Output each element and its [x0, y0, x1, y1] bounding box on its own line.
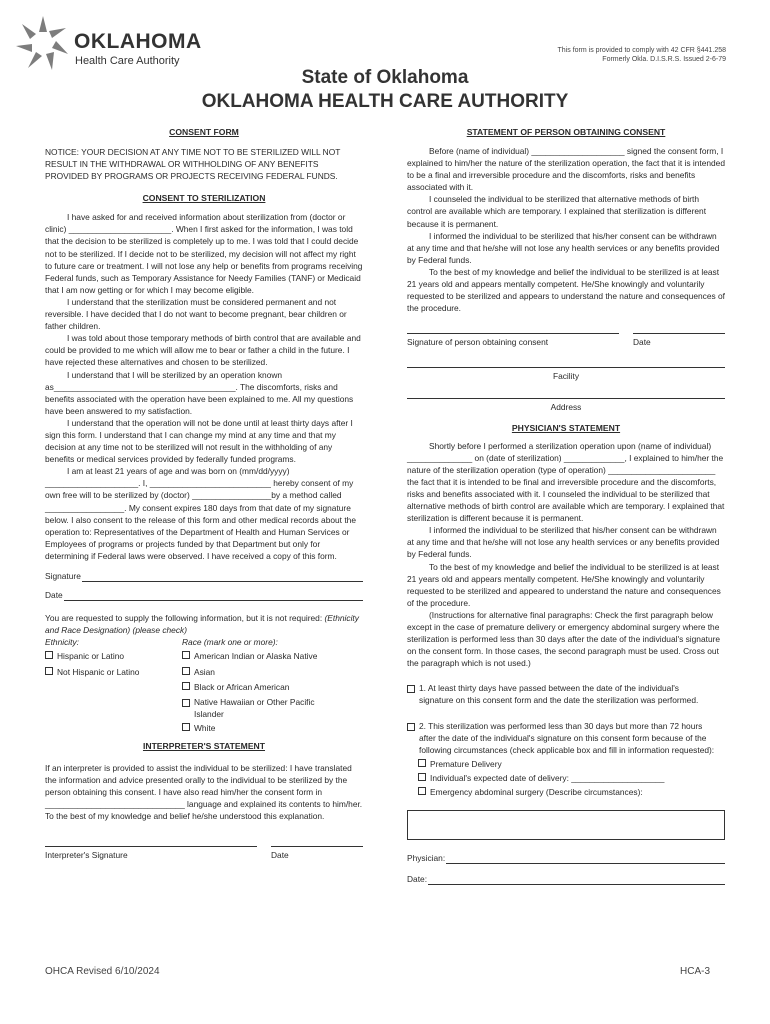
interpreter-signature-label: Interpreter's Signature	[45, 849, 128, 860]
consent-para-1: I have asked for and received information about sterilization from (doctor or clinic) ______________________. When I first asked for the information, I was told that the decision to be sterilized is completely up to me. I was told that I could decide not to be sterilized. If I decide not to be sterilized, my decision will not affect my right to future care or treatment. I will not lose any help or benefits from programs receiving Federal funds, such as Temporary Assistance for Needy Families (TANF) or Medicaid that I am now getting or for which I may become eligible.	[45, 212, 363, 295]
footer-revised: OHCA Revised 6/10/2024	[45, 966, 160, 977]
race-option-label: Black or African American	[194, 681, 290, 692]
interpreter-sig-row	[45, 845, 363, 861]
race-group	[182, 636, 363, 734]
notice-text: NOTICE: YOUR DECISION AT ANY TIME NOT TO BE STERILIZED WILL NOT RESULT IN THE WITHDRAWAL OR WITHHOLDING OF ANY BENEFITS PROVIDED BY PROGRAMS OR PROJECTS RECEIVING FEDERAL FUNDS.	[45, 147, 341, 182]
compliance-notice	[558, 46, 726, 64]
checkbox-emergency[interactable]	[418, 787, 426, 795]
signature-label: Signature	[45, 571, 81, 581]
facility-field-group	[407, 366, 725, 382]
interpreter-heading: INTERPRETER'S STATEMENT	[142, 741, 266, 752]
right-column	[407, 127, 725, 885]
obtaining-para-3: I informed the individual to be sterilized that his/her consent can be withdrawn at any time and that he/she will not lose any health services or any benefits provided by Federal funds.	[407, 230, 720, 265]
physician-para-4: (Instructions for alternative final paragraphs: Check the first paragraph below except in the case of premature delivery or emergency abdominal surgery where the sterilization is performed less than 30 days after the date of the individual's signature on the consent form. In those cases, the second paragraph must be used. Cross out the paragraph which is not used.)	[407, 609, 721, 669]
obtaining-signature-label: Signature of person obtaining consent	[407, 337, 549, 348]
option-2-text: 2. This sterilization was performed less than 30 days but more than 72 hours after the date of the individual's signature on this consent form because of the following circumstances (check applicable box and fill in information requested):	[419, 720, 715, 755]
obtaining-signature	[407, 332, 619, 348]
race-label: Race (mark one or more):	[182, 637, 278, 648]
checkbox-hispanic[interactable]	[45, 651, 53, 659]
left-column	[45, 127, 363, 861]
race-option-3[interactable]	[182, 681, 363, 693]
consent-para-5: I understand that the operation will not be done until at least thirty days after I sign this form. I understand that I can change my mind at any time and that my decision at any time not to be sterilized will not result in the withholding of any benefits or medical services provided by federally funded programs.	[45, 417, 353, 465]
footer-form-id: HCA-3	[680, 966, 711, 977]
supply-info-italic: (Ethnicity and Race Designation) (please check)	[45, 613, 359, 636]
race-option-5[interactable]	[182, 722, 363, 734]
checkbox-asian[interactable]	[182, 667, 190, 675]
date-field[interactable]	[64, 591, 363, 601]
physician-para-3: To the best of my knowledge and belief the individual to be sterilized is at least 21 years old and appears mentally competent. He/She knowingly and voluntarily requested to be sterilized and appeared to understand the nature and consequences of the procedure.	[407, 561, 721, 608]
race-option-label: American Indian or Alaska Native	[194, 651, 318, 662]
ethnicity-option-label: Hispanic or Latino	[57, 651, 125, 662]
obtaining-date	[633, 332, 725, 348]
suboption-premature[interactable]	[418, 758, 725, 770]
physician-date-label: Date:	[407, 874, 428, 885]
obtaining-para-4: To the best of my knowledge and belief the individual to be sterilized is at least 21 years old and appears mentally competent. He/She knowingly and voluntarily requested to be sterilized and appears to understand the nature and consequences of the procedure.	[407, 266, 726, 314]
address-field[interactable]	[407, 397, 725, 399]
race-option-1[interactable]	[182, 650, 363, 662]
physician-row	[407, 852, 725, 864]
suboption-label: Emergency abdominal surgery (Describe circumstances):	[430, 787, 643, 798]
title-agency: OKLAHOMA HEALTH CARE AUTHORITY	[201, 91, 569, 112]
physician-para-1: Shortly before I performed a sterilization operation upon (name of individual) ______________ on (date of sterilization) _____________, I explained to him/her the nature of the sterilization operation (type of operation) _______________________ the fact that it is intended to be final and irreversible procedure and the discomforts, risks and benefits associated with it. I counseled the individual to be sterilized that alternative methods of birth control are available which are temporary. I explained that sterilization is different because it is permanent.	[407, 440, 725, 524]
ethnicity-option-label: Not Hispanic or Latino	[57, 666, 140, 677]
facility-label: Facility	[552, 371, 580, 382]
interpreter-date-label: Date	[271, 849, 289, 860]
obtaining-para-1: Before (name of individual) ____________________ signed the consent form, I explained to him/her the nature of the sterilization operation, the fact that it is intended to be a final and irreversible procedure and the discomforts, risks and benefits associated with it.	[407, 146, 725, 193]
supply-info-text: You are requested to supply the following information, but it is not required:	[45, 613, 323, 624]
suboption-expected-date[interactable]	[418, 772, 725, 784]
ohca-logo	[14, 14, 204, 72]
ethnicity-option-1[interactable]	[45, 650, 182, 662]
physician-label: Physician:	[407, 853, 446, 864]
race-option-label: Asian	[194, 666, 215, 677]
checkbox-premature[interactable]	[418, 759, 426, 767]
race-option-label: Native Hawaiian or Other Pacific Islander	[194, 696, 315, 719]
race-option-2[interactable]	[182, 666, 363, 678]
suboption-label: Individual's expected date of delivery: ____________________	[430, 772, 665, 783]
obtaining-date-label: Date	[633, 337, 651, 348]
physician-date-field[interactable]	[428, 875, 725, 885]
checkbox-option-1[interactable]	[407, 685, 415, 693]
physician-para-2: I informed the individual to be sterilized that his/her consent can be withdrawn at any time and that he/she will not lose any health services or any benefits provided by Federal funds.	[407, 525, 720, 560]
consent-para-3: I was told about those temporary methods of birth control that are available and could be provided to me which will allow me to bear or father a child in the future. I have rejected these alternatives and chosen to be sterilized.	[45, 333, 361, 368]
signature-field[interactable]	[82, 572, 363, 582]
demographics	[45, 636, 363, 734]
interpreter-signature	[45, 845, 257, 861]
checkbox-option-2[interactable]	[407, 723, 415, 731]
physician-option-2[interactable]	[407, 720, 725, 756]
physician-field[interactable]	[446, 854, 725, 864]
consent-form-heading: CONSENT FORM	[169, 127, 239, 137]
consent-para-4: I understand that I will be sterilized by an operation known as_______________________________________. The discomforts, risks and benefits associated with the operation have been explained to me. All my questions have been answered to my satisfaction.	[45, 369, 354, 416]
consent-para-2: I understand that the sterilization must be considered permanent and not reversible. I have decided that I do not want to become pregnant, bear children or father children.	[45, 296, 347, 332]
logo-subtitle: Health Care Authority	[75, 55, 180, 67]
checkbox-black[interactable]	[182, 682, 190, 690]
date-row	[45, 589, 363, 601]
title-state: State of Oklahoma	[301, 67, 469, 88]
compliance-line-2: Formerly Okla. D.I.S.R.S. Issued 2-6-79	[602, 56, 726, 63]
obtaining-signature-field[interactable]	[407, 332, 619, 334]
date-label: Date	[45, 590, 63, 601]
interpreter-date-field[interactable]	[271, 845, 363, 847]
address-label: Address	[550, 401, 582, 412]
suboption-label: Premature Delivery	[430, 758, 502, 769]
circumstances-box[interactable]	[407, 810, 725, 840]
checkbox-american-indian[interactable]	[182, 651, 190, 659]
option-2-suboptions	[418, 758, 725, 798]
compliance-line-1: This form is provided to comply with 42 CFR §441.258	[557, 47, 726, 54]
ethnicity-group	[45, 636, 182, 734]
interpreter-text: If an interpreter is provided to assist the individual to be sterilized: I have translated the information and advice presented orally to the individual to be sterilized by the person obtaining this consent. I have also read him/her the consent form in ______________________________ language and explained its contents to him/her. To the best of my knowledge and belief he/she understood this explanation.	[45, 763, 363, 822]
physician-heading: PHYSICIAN'S STATEMENT	[511, 422, 621, 433]
suboption-emergency[interactable]	[418, 786, 725, 798]
star-logo-icon	[14, 14, 72, 72]
facility-field[interactable]	[407, 366, 725, 368]
consent-para-6: I am at least 21 years of age and was born on (mm/dd/yyyy) ____________________. I, __________________________ hereby consent of my own free will to be sterilized by (doctor) _________________by a method called _________________. My consent expires 180 days from that date of my signature below. I also consent to the release of this form and other medical records about the operation to: Representatives of the Department of Health and Human Services or Employees of programs or projects funded by that Department but only for determining if Federal laws were observed. I have received a copy of this form.	[45, 466, 356, 561]
obtaining-para-2: I counseled the individual to be sterilized that alternative methods of birth control are available which are temporary. I explained that sterilization is different because it is permanent.	[407, 194, 707, 229]
ethnicity-label: Ethnicity:	[45, 637, 79, 648]
checkbox-not-hispanic[interactable]	[45, 667, 53, 675]
interpreter-signature-field[interactable]	[45, 845, 257, 847]
race-option-4[interactable]	[182, 696, 363, 720]
interpreter-date	[271, 845, 363, 861]
address-field-group	[407, 397, 725, 413]
checkbox-expected-date[interactable]	[418, 773, 426, 781]
physician-option-1[interactable]	[407, 682, 725, 706]
signature-row	[45, 570, 363, 582]
option-1-text: 1. At least thirty days have passed between the date of the individual's signature on this consent form and the date the sterilization was performed.	[419, 683, 699, 706]
obtaining-consent-heading: STATEMENT OF PERSON OBTAINING CONSENT	[466, 127, 666, 137]
checkbox-native-hawaiian[interactable]	[182, 699, 190, 707]
race-option-label: White	[194, 722, 216, 733]
consent-sterilization-heading: CONSENT TO STERILIZATION	[142, 193, 266, 204]
obtaining-sig-row	[407, 332, 725, 348]
checkbox-white[interactable]	[182, 723, 190, 731]
physician-date-row	[407, 873, 725, 885]
obtaining-date-field[interactable]	[633, 332, 725, 334]
page-title	[0, 66, 770, 114]
ethnicity-option-2[interactable]	[45, 666, 182, 678]
logo-name: OKLAHOMA	[74, 30, 202, 53]
supply-info	[45, 612, 363, 636]
